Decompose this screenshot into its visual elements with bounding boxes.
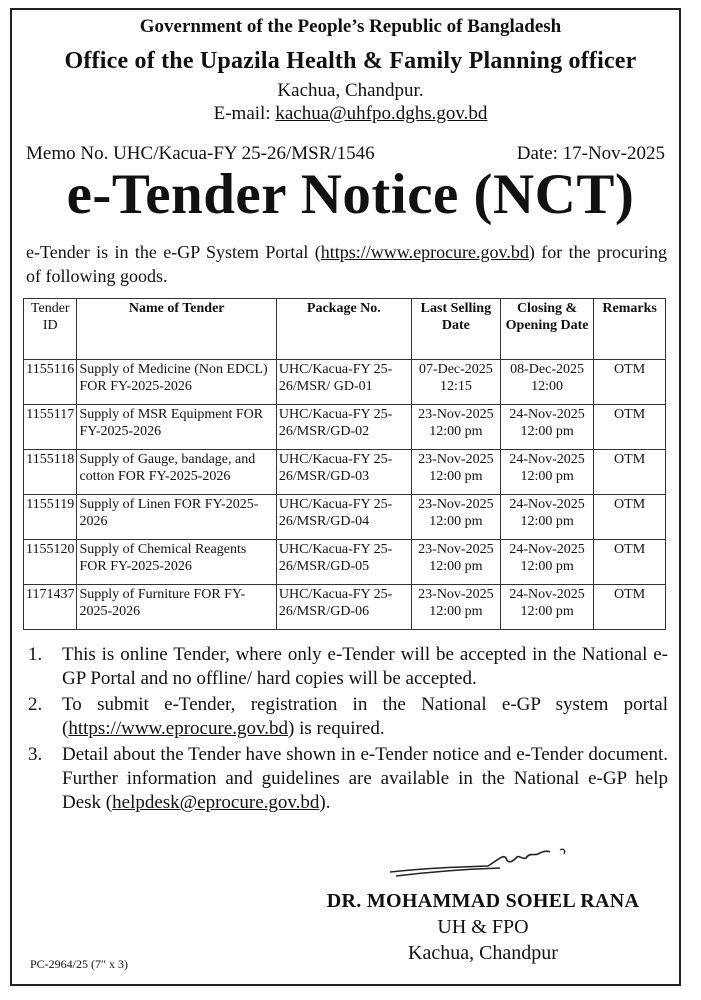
intro-paragraph xyxy=(26,240,667,288)
note-text-before: To submit e-Tender, registration in the National e-GP system portal ( xyxy=(62,694,668,739)
helpdesk-email-link[interactable]: helpdesk@eprocure.gov.bd xyxy=(112,792,320,813)
cell-tender-name: Supply of Gauge, bandage, and cotton FOR FY-2025-2026 xyxy=(77,450,276,495)
cell-package-no: UHC/Kacua-FY 25-26/MSR/GD-06 xyxy=(276,585,411,630)
office-heading: Office of the Upazila Health & Family Planning officer xyxy=(64,48,637,74)
cell-closing-date: 24-Nov-2025 12:00 pm xyxy=(500,540,593,585)
table-row xyxy=(24,405,666,450)
note-text-before: Detail about the Tender have shown in e-Tender notice and e-Tender document. Further information and guidelines are available in the National e-GP help Desk ( xyxy=(62,744,668,813)
cell-last-selling-date: 23-Nov-2025 12:00 pm xyxy=(411,495,500,540)
header-closing-opening-date: Closing & Opening Date xyxy=(500,299,593,360)
cell-tender-name: Supply of Furniture FOR FY-2025-2026 xyxy=(77,585,276,630)
cell-tender-name: Supply of Chemical Reagents FOR FY-2025-2026 xyxy=(77,540,276,585)
signatory-designation: UH & FPO xyxy=(437,916,529,938)
page-title: e-Tender Notice (NCT) xyxy=(66,163,635,226)
note-text: This is online Tender, where only e-Tender will be accepted in the National e-GP Portal and no offline/ hard copies will be accepted. xyxy=(62,644,668,689)
cell-closing-date: 24-Nov-2025 12:00 pm xyxy=(500,495,593,540)
cell-tender-id: 1171437 xyxy=(24,585,77,630)
table-row xyxy=(24,540,666,585)
cell-tender-name: Supply of Linen FOR FY-2025-2026 xyxy=(77,495,276,540)
header-tender-id: Tender ID xyxy=(24,299,77,360)
cell-tender-id: 1155117 xyxy=(24,405,77,450)
note-text-after: ). xyxy=(319,792,331,813)
note-text xyxy=(62,693,668,741)
note-item xyxy=(28,743,668,815)
office-location: Kachua, Chandpur. xyxy=(277,80,424,101)
notes-list xyxy=(28,643,668,817)
header-remarks: Remarks xyxy=(594,299,666,360)
cell-tender-name: Supply of MSR Equipment FOR FY-2025-2026 xyxy=(77,405,276,450)
cell-remarks: OTM xyxy=(594,405,666,450)
intro-text-before: e-Tender is in the e-GP System Portal ( xyxy=(26,242,321,262)
cell-closing-date: 24-Nov-2025 12:00 pm xyxy=(500,405,593,450)
cell-tender-id: 1155120 xyxy=(24,540,77,585)
cell-remarks: OTM xyxy=(594,360,666,405)
cell-package-no: UHC/Kacua-FY 25-26/MSR/ GD-01 xyxy=(276,360,411,405)
cell-closing-date: 08-Dec-2025 12:00 xyxy=(500,360,593,405)
eprocure-link[interactable]: https://www.eprocure.gov.bd xyxy=(320,242,529,262)
cell-last-selling-date: 23-Nov-2025 12:00 pm xyxy=(411,405,500,450)
eprocure-link[interactable]: https://www.eprocure.gov.bd xyxy=(68,718,289,739)
cell-tender-name: Supply of Medicine (Non EDCL) FOR FY-2025-2026 xyxy=(77,360,276,405)
header-name-of-tender: Name of Tender xyxy=(77,299,276,360)
memo-date: Date: 17-Nov-2025 xyxy=(516,143,665,164)
table-row xyxy=(24,450,666,495)
tender-table xyxy=(23,298,666,630)
header-package-no: Package No. xyxy=(276,299,411,360)
government-heading: Government of the People’s Republic of Bangladesh xyxy=(139,16,562,37)
cell-remarks: OTM xyxy=(594,585,666,630)
note-number: 3. xyxy=(28,744,43,765)
cell-package-no: UHC/Kacua-FY 25-26/MSR/GD-02 xyxy=(276,405,411,450)
email-line xyxy=(0,103,701,125)
memo-number: Memo No. UHC/Kacua-FY 25-26/MSR/1546 xyxy=(26,143,375,164)
table-row xyxy=(24,585,666,630)
note-item xyxy=(28,643,668,691)
table-row xyxy=(24,360,666,405)
cell-closing-date: 24-Nov-2025 12:00 pm xyxy=(500,585,593,630)
cell-package-no: UHC/Kacua-FY 25-26/MSR/GD-04 xyxy=(276,495,411,540)
cell-last-selling-date: 23-Nov-2025 12:00 pm xyxy=(411,540,500,585)
cell-last-selling-date: 23-Nov-2025 12:00 pm xyxy=(411,450,500,495)
note-number: 1. xyxy=(28,644,43,665)
note-item xyxy=(28,693,668,741)
email-label: E-mail: xyxy=(213,103,276,124)
email-link[interactable]: kachua@uhfpo.dghs.gov.bd xyxy=(275,103,488,124)
note-number: 2. xyxy=(28,694,43,715)
cell-last-selling-date: 07-Dec-2025 12:15 xyxy=(411,360,500,405)
table-header-row xyxy=(24,299,666,360)
signatory-name: DR. MOHAMMAD SOHEL RANA xyxy=(326,890,640,912)
cell-package-no: UHC/Kacua-FY 25-26/MSR/GD-03 xyxy=(276,450,411,495)
cell-remarks: OTM xyxy=(594,495,666,540)
cell-tender-id: 1155118 xyxy=(24,450,77,495)
note-text-after: ) is required. xyxy=(288,718,385,739)
note-text xyxy=(62,743,668,815)
cell-last-selling-date: 23-Nov-2025 12:00 pm xyxy=(411,585,500,630)
table-row xyxy=(24,495,666,540)
signatory-location: Kachua, Chandpur xyxy=(408,942,558,964)
signatory-block xyxy=(298,888,668,966)
cell-tender-id: 1155119 xyxy=(24,495,77,540)
cell-package-no: UHC/Kacua-FY 25-26/MSR/GD-05 xyxy=(276,540,411,585)
cell-remarks: OTM xyxy=(594,450,666,495)
header-last-selling-date: Last Selling Date xyxy=(411,299,500,360)
footer-code: PC-2964/25 (7″ x 3) xyxy=(30,957,128,971)
cell-closing-date: 24-Nov-2025 12:00 pm xyxy=(500,450,593,495)
signature xyxy=(388,838,588,888)
cell-remarks: OTM xyxy=(594,540,666,585)
intro-text-after: ) for the procuring of following goods. xyxy=(26,242,667,286)
cell-tender-id: 1155116 xyxy=(24,360,77,405)
